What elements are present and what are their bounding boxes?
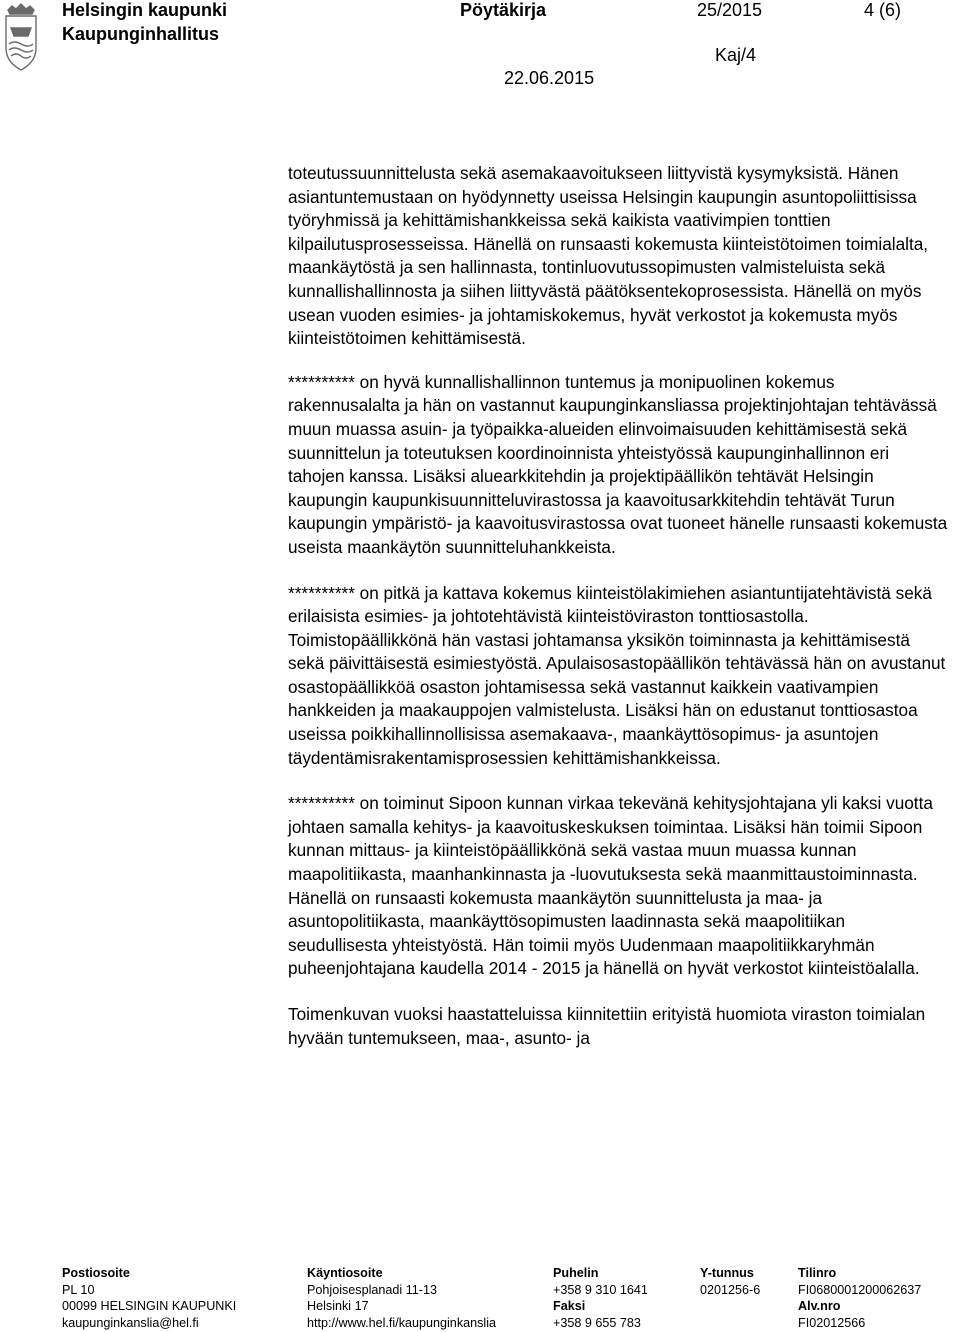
footer-value: +358 9 310 1641	[553, 1282, 648, 1297]
page-number: 4 (6)	[864, 0, 902, 20]
footer-value: PL 10	[62, 1282, 95, 1297]
paragraph: ********** on pitkä ja kattava kokemus kiinteistölakimiehen asiantuntijatehtävistä sekä erilaisista esimies- ja johtotehtävistä kiinteistöviraston tonttiosastolla. Toimistopäällikkönä hän vastasi johtamansa yksikön toiminnasta ja kehittämisestä sekä päivittäisestä esimiestyöstä. Apulaisosastopäällikön tehtävässä hän on avustanut osastopäällikköä osaston johtamisessa sekä vastannut kaikkein vaativampien hankkeiden ja maakauppojen valmistelusta. Lisäksi hän on edustanut tonttiosastoa useissa poikkihallinnollisissa asemakaava-, maankäyttösopimus- ja asuntojen täydentämisrakentamisprosessien kehittämishankkeissa.	[288, 582, 946, 768]
footer-heading: Postiosoite	[62, 1266, 130, 1280]
meeting-date: 22.06.2015	[504, 68, 595, 88]
org-name: Helsingin kaupunki	[62, 0, 228, 20]
footer-phone	[553, 1265, 648, 1331]
doc-type: Pöytäkirja	[460, 0, 547, 20]
footer-visiting-address	[307, 1265, 496, 1331]
footer-value: Helsinki 17	[307, 1299, 369, 1313]
footer-heading: Tilinro	[798, 1266, 837, 1280]
section-code: Kaj/4	[715, 45, 757, 65]
footer-website-link[interactable]: http://www.hel.fi/kaupunginkanslia	[307, 1315, 497, 1330]
paragraph: Toimenkuvan vuoksi haastatteluissa kiinnitettiin erityistä huomiota viraston toimialan hyvään tuntemukseen, maa-, asunto- ja	[288, 1004, 926, 1048]
footer-heading: Puhelin	[553, 1266, 599, 1280]
footer-value: FI0680001200062637	[798, 1282, 922, 1297]
footer-postal-address	[62, 1265, 236, 1331]
footer-email[interactable]: kaupunginkanslia@hel.fi	[62, 1315, 199, 1330]
document-body	[288, 162, 948, 1072]
footer-value: 00099 HELSINGIN KAUPUNKI	[62, 1299, 237, 1313]
paragraph: toteutussuunnittelusta sekä asemakaavoitukseen liittyvistä kysymyksistä. Hänen asiantuntemustaan on hyödynnetty useissa Helsingin kaupungin asuntopoliittisissa työryhmissä ja kehittämishankkeissa sekä kaikista vaativimpien tonttien kilpailutusprosesseissa. Hänellä on runsaasti kokemusta kiinteistötoimen toimialalta, maankäytöstä ja sen hallinnasta, tontinluovutussopimusten valmisteluista sekä kunnallishallinnosta ja siihen liittyvästä päätöksentekoprosessista. Hänellä on myös usean vuoden esimies- ja johtamiskokemus, hyvät verkostot ja kokemusta myös kiinteistötoimen kehittämisestä.	[288, 163, 929, 349]
paragraph: ********** on toiminut Sipoon kunnan virkaa tekevänä kehitysjohtajana yli kaksi vuotta johtaen samalla kehitys- ja kaavoituskeskuksen toimintaa. Lisäksi hän toimii Sipoon kunnan mittaus- ja kiinteistöpäällikkönä sekä vastaa muun muassa kunnan maapolitiikasta, maanhankinnasta ja -luovutuksesta sekä maanmittaustoiminnasta. Hänellä on runsaasti kokemusta maankäytön suunnittelusta ja maa- ja asuntopolitiikasta, maankäyttösopimusten laadinnasta sekä maapolitiikan seudullisesta yhteistyöstä. Hän toimii myös Uudenmaan maapolitiikkaryhmän puheenjohtajana kaudella 2014 - 2015 ja hänellä on hyvät verkostot kiinteistöalalla.	[288, 793, 933, 979]
page-footer	[0, 1265, 960, 1332]
footer-value: 0201256-6	[700, 1282, 761, 1297]
doc-number: 25/2015	[697, 0, 763, 20]
helsinki-coat-of-arms-icon	[2, 0, 40, 74]
footer-business-id	[700, 1265, 760, 1298]
footer-value: +358 9 655 783	[553, 1315, 641, 1330]
paragraph: ********** on hyvä kunnallishallinnon tuntemus ja monipuolinen kokemus rakennusalalta ja hän on vastannut kaupunginkansliassa projektinjohtajan tehtävässä muun muassa asuin- ja työpaikka-alueiden elinvoimaisuuden kehittämisestä sekä suunnittelun ja toteutuksen koordinoinnista yhteistyössä kaupunginhallinnon eri tahojen kanssa. Lisäksi aluearkkitehdin ja projektipäällikön tehtävät Helsingin kaupungin kaupunkisuunnitteluvirastossa ja kaavoitusarkkitehdin tehtävät Turun kaupungin ympäristö- ja kaavoitusvirastossa ovat tuoneet hänelle runsaasti kokemusta useista maankäytön suunnitteluhankkeista.	[288, 371, 948, 557]
footer-value: Pohjoisesplanadi 11-13	[307, 1282, 437, 1297]
footer-heading: Käyntiosoite	[307, 1266, 383, 1280]
footer-heading: Faksi	[553, 1299, 586, 1313]
org-unit: Kaupunginhallitus	[62, 24, 219, 44]
footer-value: FI02012566	[798, 1315, 866, 1330]
footer-heading: Y-tunnus	[700, 1266, 754, 1280]
footer-heading: Alv.nro	[798, 1299, 841, 1313]
footer-account	[798, 1265, 921, 1331]
